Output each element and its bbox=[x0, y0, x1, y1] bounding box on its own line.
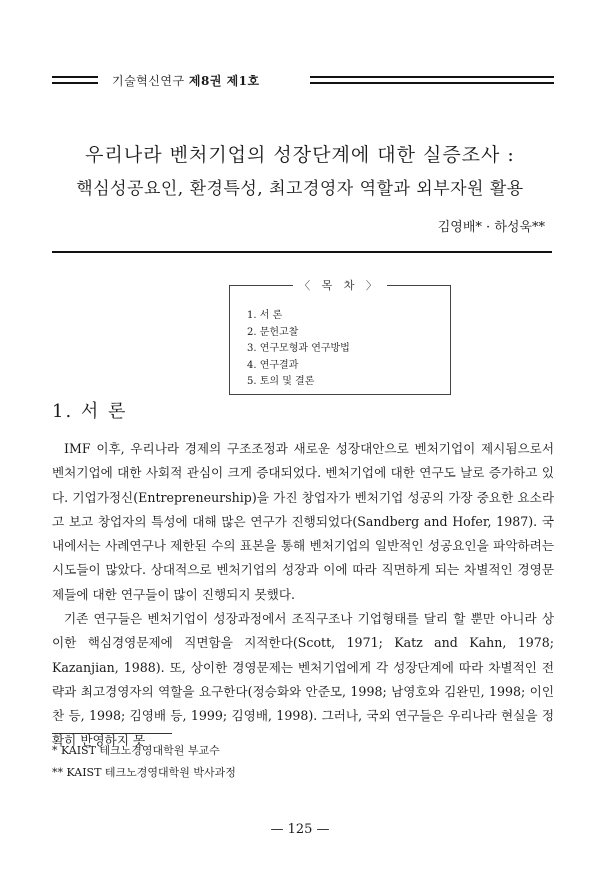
paper-title-line1: 우리나라 벤처기업의 성장단계에 대한 실증조사 : bbox=[85, 144, 515, 166]
toc-item: 1. 서 론 bbox=[247, 310, 283, 321]
toc-item: 2. 문헌고찰 bbox=[247, 326, 299, 338]
journal-header bbox=[52, 72, 552, 92]
toc-item: 3. 연구모형과 연구방법 bbox=[247, 343, 350, 354]
paragraph: 기존 연구들은 벤처기업이 성장과정에서 조직구조나 기업형태를 달리 할 뿐만 아니라 상이한 핵심경영문제에 직면함을 지적한다(Scott, 1971; Katz and Kahn, 1978; Kazanjian, 1988). 또, 상이한 경영문제는 벤처기업에게 각 성장단계에 따라 차별적인 전략과 최고경영자의 역할을 요구한다(정승화와 안준모, 1998; 남영호와 김완민, 1998; 이인찬 등, 1998; 김영배 등, 1999; 김영배, 1998). 그러나, 국외 연구들은 우리나라 현실을 정확히 반영하지 못 bbox=[52, 611, 554, 748]
header-double-rule-left bbox=[52, 76, 98, 84]
toc-list bbox=[247, 308, 350, 391]
title-divider bbox=[52, 251, 552, 253]
section-heading: 1. 서 론 bbox=[52, 401, 128, 422]
page-number: — 125 — bbox=[270, 822, 330, 837]
body-text bbox=[52, 437, 554, 753]
paper-title-line2: 핵심성공요인, 환경특성, 최고경영자 역할과 외부자원 활용 bbox=[76, 179, 524, 199]
paragraph: IMF 이후, 우리나라 경제의 구조조정과 새로운 성장대안으로 벤처기업이 제시됨으로서 벤처기업에 대한 사회적 관심이 크게 증대되었다. 벤처기업에 대한 연구도 날로 증가하고 있다. 기업가정신(Entrepreneurship)을 가진 창업자가 벤처기업 성공의 가장 중요한 요소라고 보고 창업자의 특성에 대해 많은 연구가 진행되었다(Sandberg and Hofer, 1987). 국내에서는 사례연구나 제한된 수의 표본을 통해 벤처기업의 일반적인 성공요인을 파악하려는 시도들이 많았다. 상대적으로 벤처기업의 성장과 이에 따라 직면하게 되는 차별적인 경영문제들에 대한 연구들이 많이 진행되지 못했다. bbox=[52, 441, 554, 602]
toc-item: 4. 연구결과 bbox=[247, 359, 299, 371]
journal-name: 기술혁신연구 bbox=[112, 74, 189, 88]
authors: 김영배* · 하성욱** bbox=[437, 220, 545, 235]
journal-issue: 제8권 제1호 bbox=[188, 74, 260, 88]
table-of-contents bbox=[229, 279, 451, 395]
journal-info bbox=[112, 72, 260, 89]
footnote: * KAIST 테크노경영대학원 부교수 bbox=[52, 744, 220, 757]
footnote: ** KAIST 테크노경영대학원 박사과정 bbox=[52, 766, 236, 779]
toc-heading: 〈 목 차 〉 bbox=[293, 279, 387, 292]
toc-item: 5. 토의 및 결론 bbox=[247, 376, 315, 387]
header-double-rule-right bbox=[310, 76, 554, 84]
footnote-divider bbox=[52, 733, 172, 734]
